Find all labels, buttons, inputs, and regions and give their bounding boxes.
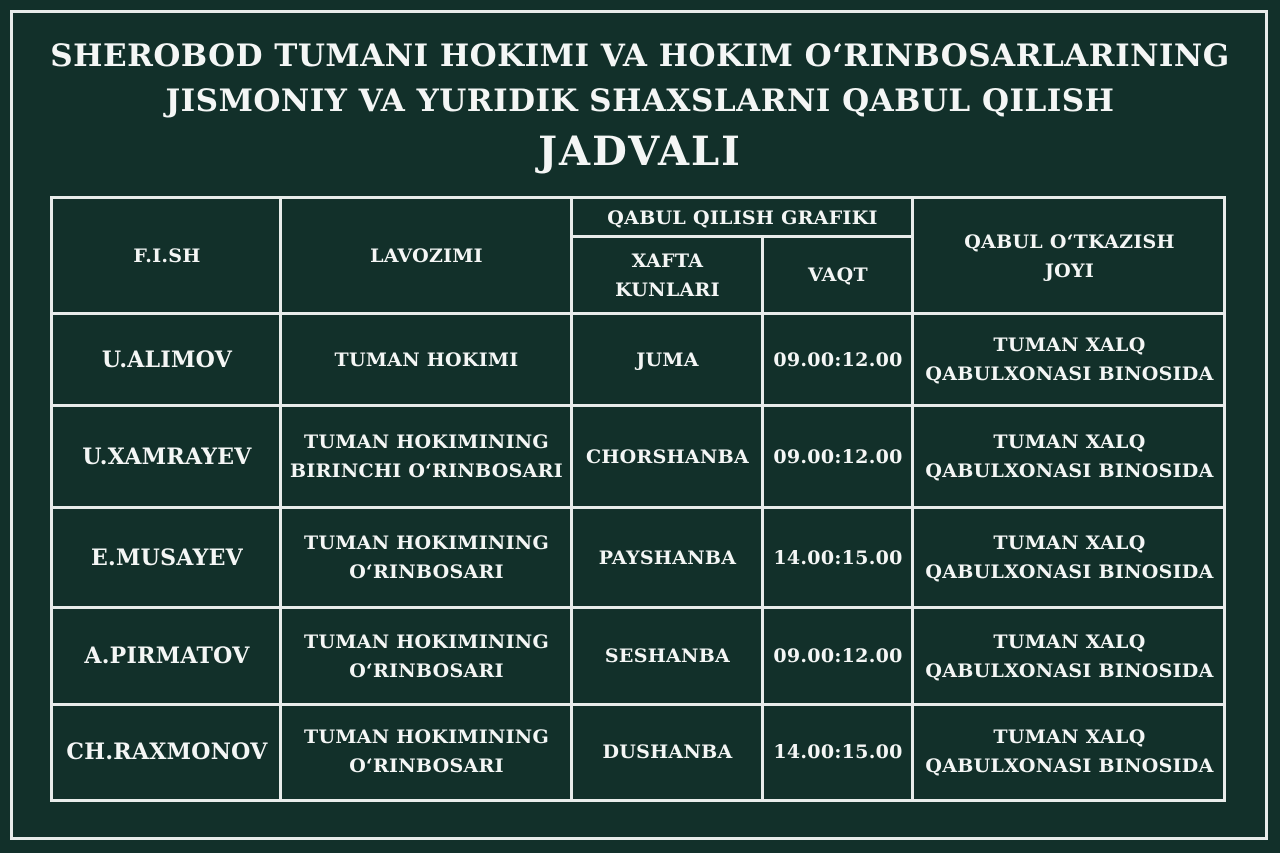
row-name: E.MUSAYEV — [90, 544, 244, 571]
grid-line-horizontal — [53, 506, 1226, 509]
grid-line-vertical — [761, 235, 764, 799]
row-place: TUMAN XALQ QABULXONASI BINOSIDA — [925, 334, 1214, 385]
row-name: CH.RAXMONOV — [66, 738, 268, 765]
grid-line-horizontal — [53, 703, 1226, 706]
grid-line-vertical — [911, 199, 914, 799]
row-day: CHORSHANBA — [586, 445, 749, 468]
row-day: JUMA — [636, 348, 699, 371]
row-place: TUMAN XALQ QABULXONASI BINOSIDA — [925, 726, 1214, 777]
row-position: TUMAN HOKIMINING BIRINCHI O‘RINBOSARI — [290, 431, 563, 482]
row-place: TUMAN XALQ QABULXONASI BINOSIDA — [925, 532, 1214, 583]
grid-line-vertical — [279, 199, 282, 799]
title-line-2: JISMONIY VA YURIDIK SHAXSLARNI QABUL QILISH — [165, 83, 1115, 119]
row-place: TUMAN XALQ QABULXONASI BINOSIDA — [925, 431, 1214, 482]
header-lavozimi: LAVOZIMI — [370, 245, 483, 267]
header-fish: F.I.SH — [133, 245, 201, 267]
row-time: 09.00:12.00 — [773, 445, 903, 468]
row-time: 09.00:12.00 — [773, 645, 903, 667]
row-position: TUMAN HOKIMINING O‘RINBOSARI — [304, 630, 549, 682]
row-position: TUMAN HOKIMINING O‘RINBOSARI — [304, 726, 549, 777]
row-time: 09.00:12.00 — [773, 348, 903, 371]
row-day: PAYSHANBA — [598, 546, 737, 569]
header-days: XAFTA KUNLARI — [615, 249, 720, 301]
header-time: VAQT — [808, 264, 868, 286]
row-day: SESHANBA — [604, 645, 731, 667]
row-position: TUMAN HOKIMI — [334, 348, 519, 371]
title-line-1: SHEROBOD TUMANI HOKIMI VA HOKIM O‘RINBOSARLARINING — [50, 38, 1230, 74]
grid-line-vertical — [570, 199, 573, 799]
grid-line-horizontal — [53, 312, 1226, 315]
schedule-table — [50, 196, 1226, 802]
row-day: DUSHANBA — [602, 740, 733, 763]
title-line-3: JADVALI — [538, 128, 742, 175]
row-place: TUMAN XALQ QABULXONASI BINOSIDA — [925, 630, 1214, 682]
grid-line-horizontal — [53, 404, 1226, 407]
header-place: QABUL O‘TKAZISH JOYI — [964, 230, 1175, 282]
row-name: U.XAMRAYEV — [82, 443, 252, 470]
row-name: U.ALIMOV — [101, 346, 233, 373]
row-position: TUMAN HOKIMINING O‘RINBOSARI — [304, 532, 549, 583]
grid-line-horizontal — [53, 606, 1226, 609]
row-name: A.PIRMATOV — [84, 643, 250, 669]
row-time: 14.00:15.00 — [773, 740, 903, 763]
header-group: QABUL QILISH GRAFIKI — [607, 206, 878, 229]
grid-line-horizontal — [570, 235, 914, 238]
row-time: 14.00:15.00 — [773, 546, 903, 569]
